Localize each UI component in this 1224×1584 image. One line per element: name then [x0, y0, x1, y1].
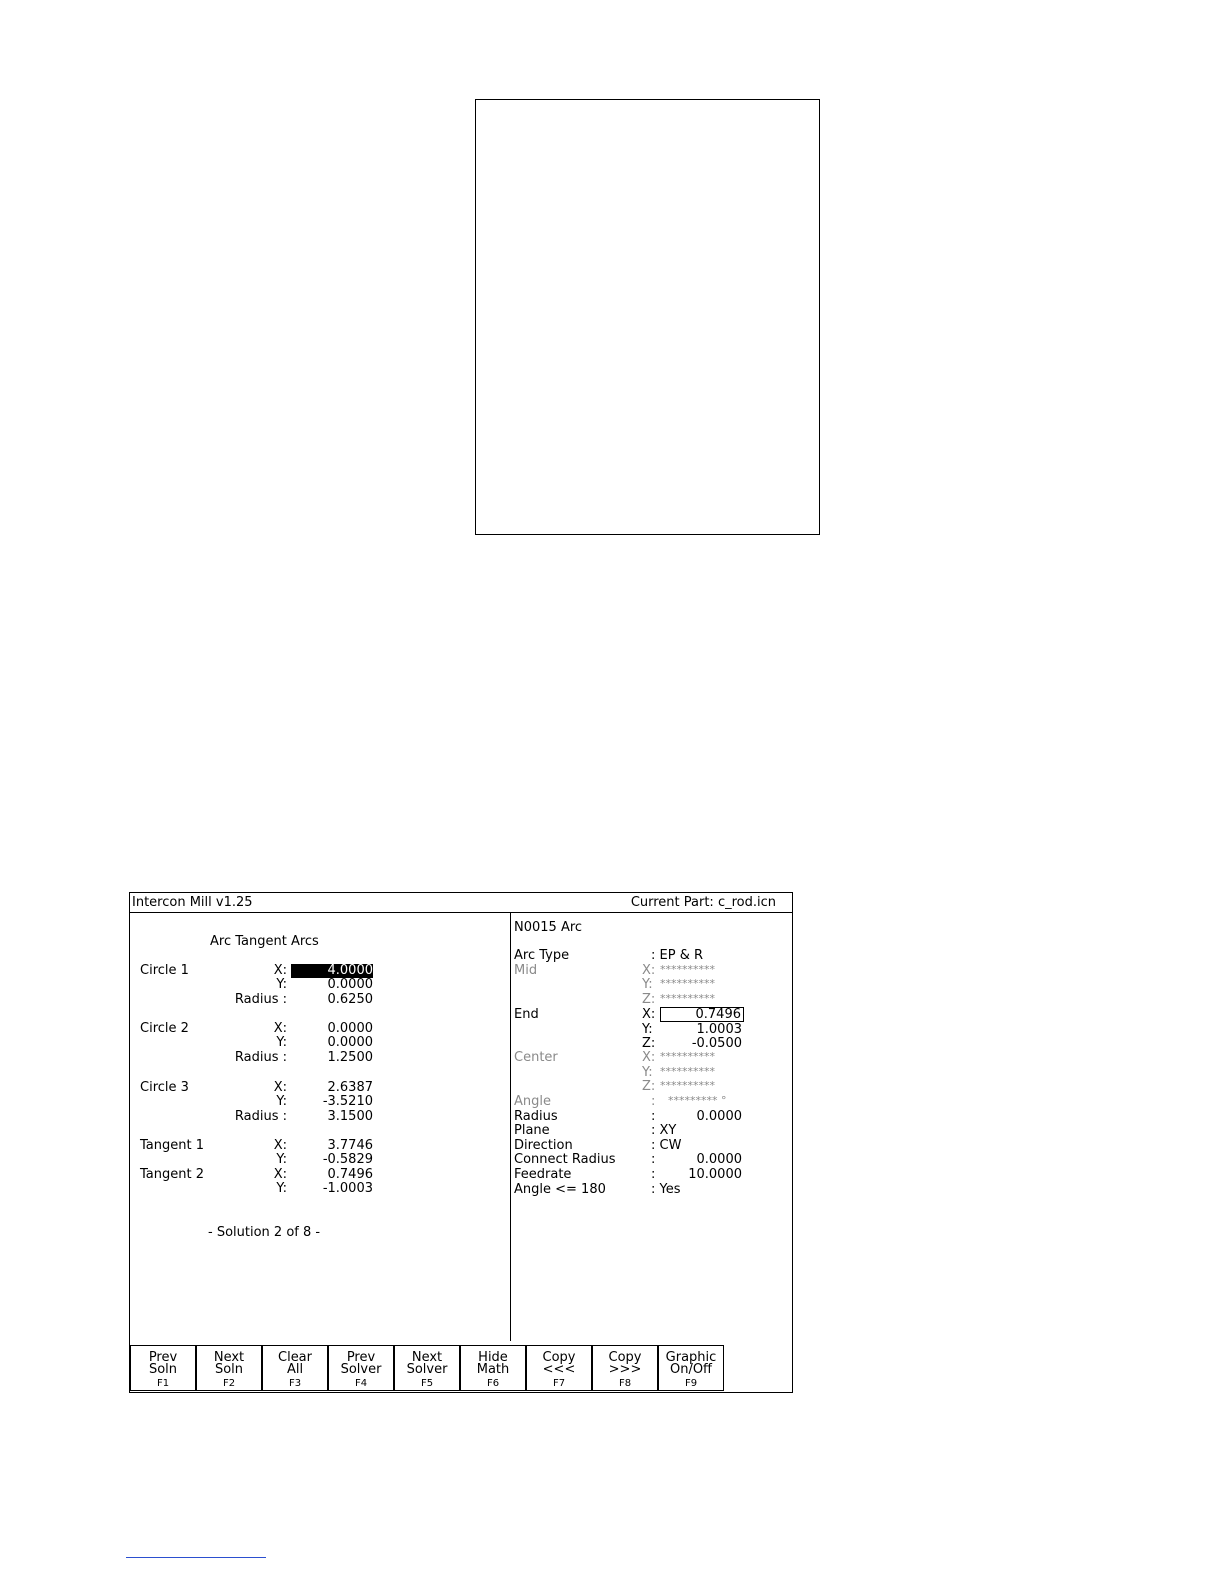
circle-2-y-field[interactable]: 0.0000	[327, 1035, 373, 1050]
fkey-label: >>>	[608, 1362, 642, 1377]
center-x-label: X:	[642, 1050, 656, 1065]
current-part-label: Current Part: c_rod.icn	[630, 895, 776, 910]
graphic-toggle-button[interactable]	[658, 1345, 724, 1391]
end-y-label: Y:	[642, 1022, 653, 1037]
circle-2-radius-field[interactable]: 1.2500	[327, 1050, 373, 1065]
circle-1-radius-field[interactable]: 0.6250	[327, 992, 373, 1007]
circle-1-radius-label: Radius :	[234, 992, 287, 1007]
circle-1-y-field[interactable]: 0.0000	[327, 977, 373, 992]
circle-3-radius-label: Radius :	[234, 1109, 287, 1124]
next-soln-button[interactable]	[196, 1345, 262, 1391]
circle-3-x-field[interactable]: 2.6387	[327, 1080, 373, 1095]
fkey-label: Soln	[214, 1362, 244, 1377]
direction-value[interactable]: : CW	[651, 1138, 682, 1153]
fkey-label: Clear	[278, 1350, 312, 1365]
tangent-1-x-value: 3.7746	[327, 1138, 373, 1153]
fkey-label: Copy	[608, 1350, 642, 1365]
end-x-field[interactable]: 0.7496	[660, 1007, 744, 1022]
fkey-shortcut: F9	[684, 1378, 698, 1389]
arc-type-value[interactable]: : EP & R	[651, 948, 703, 963]
app-title: Intercon Mill v1.25	[132, 895, 253, 910]
feedrate-label: Feedrate	[514, 1167, 572, 1182]
fkey-label: Hide	[478, 1350, 508, 1365]
copy-right-button[interactable]	[592, 1345, 658, 1391]
fkey-shortcut: F5	[420, 1378, 434, 1389]
fkey-label: Next	[411, 1350, 443, 1365]
connect-radius-field[interactable]: 0.0000	[696, 1152, 742, 1167]
end-z-field[interactable]: -0.0500	[691, 1036, 742, 1051]
mid-x-label: X:	[642, 963, 656, 978]
title-bar	[130, 893, 792, 913]
function-key-bar	[130, 1345, 790, 1392]
angle-label: Angle	[514, 1094, 551, 1109]
plane-value[interactable]: : XY	[651, 1123, 677, 1138]
center-x-value: **********	[660, 1050, 715, 1063]
fkey-shortcut: F4	[354, 1378, 368, 1389]
plane-label: Plane	[514, 1123, 550, 1138]
intercon-screen	[129, 892, 793, 1393]
angle-colon: :	[651, 1094, 656, 1109]
fkey-label: Soln	[148, 1362, 178, 1377]
clear-all-button[interactable]	[262, 1345, 328, 1391]
feedrate-field[interactable]: 10.0000	[688, 1167, 742, 1182]
angle-180-label: Angle <= 180	[514, 1182, 606, 1197]
circle-2-radius-label: Radius :	[234, 1050, 287, 1065]
footnote-separator	[126, 1557, 266, 1558]
end-y-field[interactable]: 1.0003	[696, 1022, 742, 1037]
tangent-2-y-value: -1.0003	[322, 1181, 373, 1196]
prev-soln-button[interactable]	[130, 1345, 196, 1391]
block-title: N0015 Arc	[514, 920, 583, 935]
fkey-label: Math	[476, 1362, 510, 1377]
tangent-2-y-label: Y:	[276, 1181, 287, 1196]
end-x-label: X:	[642, 1007, 656, 1022]
circle-3-y-field[interactable]: -3.5210	[322, 1094, 373, 1109]
mid-label: Mid	[514, 963, 538, 978]
mid-z-value: **********	[660, 992, 715, 1005]
circle-1-y-label: Y:	[276, 977, 287, 992]
tangent-2-x-label: X:	[273, 1167, 287, 1182]
mid-z-label: Z:	[642, 992, 656, 1007]
mid-y-label: Y:	[642, 977, 653, 992]
math-heading: Arc Tangent Arcs	[210, 934, 319, 949]
fkey-label: On/Off	[669, 1362, 713, 1377]
fkey-label: Solver	[406, 1362, 448, 1377]
tangent-1-label: Tangent 1	[140, 1138, 204, 1153]
fkey-label: Next	[213, 1350, 245, 1365]
circle-3-y-label: Y:	[276, 1094, 287, 1109]
feedrate-colon: :	[651, 1167, 656, 1182]
circle-2-x-field[interactable]: 0.0000	[327, 1021, 373, 1036]
direction-label: Direction	[514, 1138, 573, 1153]
fkey-label: All	[286, 1362, 304, 1377]
center-y-value: **********	[660, 1065, 715, 1078]
fkey-label: Prev	[346, 1350, 376, 1365]
connect-radius-label: Connect Radius	[514, 1152, 616, 1167]
connect-radius-colon: :	[651, 1152, 656, 1167]
fkey-shortcut: F1	[156, 1378, 170, 1389]
circle-1-label: Circle 1	[140, 963, 189, 978]
circle-3-x-label: X:	[273, 1080, 287, 1095]
circle-3-label: Circle 3	[140, 1080, 189, 1095]
hide-math-button[interactable]	[460, 1345, 526, 1391]
fkey-shortcut: F3	[288, 1378, 302, 1389]
arc-type-label: Arc Type	[514, 948, 570, 963]
radius-colon: :	[651, 1109, 656, 1124]
fkey-label: Solver	[340, 1362, 382, 1377]
tangent-1-x-label: X:	[273, 1138, 287, 1153]
circle-2-x-label: X:	[273, 1021, 287, 1036]
center-label: Center	[514, 1050, 558, 1065]
graphic-placeholder-frame	[475, 99, 820, 535]
circle-3-radius-field[interactable]: 3.1500	[327, 1109, 373, 1124]
fkey-label: Prev	[148, 1350, 178, 1365]
center-z-value: **********	[660, 1079, 715, 1092]
tangent-2-label: Tangent 2	[140, 1167, 204, 1182]
angle-value: ********* °	[668, 1094, 727, 1107]
center-z-label: Z:	[642, 1079, 656, 1094]
radius-label: Radius	[514, 1109, 558, 1124]
solution-indicator: - Solution 2 of 8 -	[208, 1225, 321, 1240]
fkey-shortcut: F7	[552, 1378, 566, 1389]
panel-divider	[510, 913, 511, 1341]
fkey-shortcut: F2	[222, 1378, 236, 1389]
angle-180-value[interactable]: : Yes	[651, 1182, 681, 1197]
circle-2-label: Circle 2	[140, 1021, 189, 1036]
prev-solver-button[interactable]	[328, 1345, 394, 1391]
fkey-shortcut: F8	[618, 1378, 632, 1389]
fkey-shortcut: F6	[486, 1378, 500, 1389]
mid-x-value: **********	[660, 963, 715, 976]
end-label: End	[514, 1007, 539, 1022]
circle-1-x-field[interactable]: 4.0000	[291, 964, 373, 978]
radius-field[interactable]: 0.0000	[696, 1109, 742, 1124]
circle-1-x-label: X:	[273, 963, 287, 978]
tangent-1-y-value: -0.5829	[322, 1152, 373, 1167]
fkey-label: Copy	[542, 1350, 576, 1365]
fkey-label: <<<	[542, 1362, 576, 1377]
fkey-label: Graphic	[665, 1350, 717, 1365]
copy-left-button[interactable]	[526, 1345, 592, 1391]
end-z-label: Z:	[642, 1036, 656, 1051]
tangent-1-y-label: Y:	[276, 1152, 287, 1167]
next-solver-button[interactable]	[394, 1345, 460, 1391]
tangent-2-x-value: 0.7496	[327, 1167, 373, 1182]
center-y-label: Y:	[642, 1065, 653, 1080]
circle-2-y-label: Y:	[276, 1035, 287, 1050]
mid-y-value: **********	[660, 977, 715, 990]
